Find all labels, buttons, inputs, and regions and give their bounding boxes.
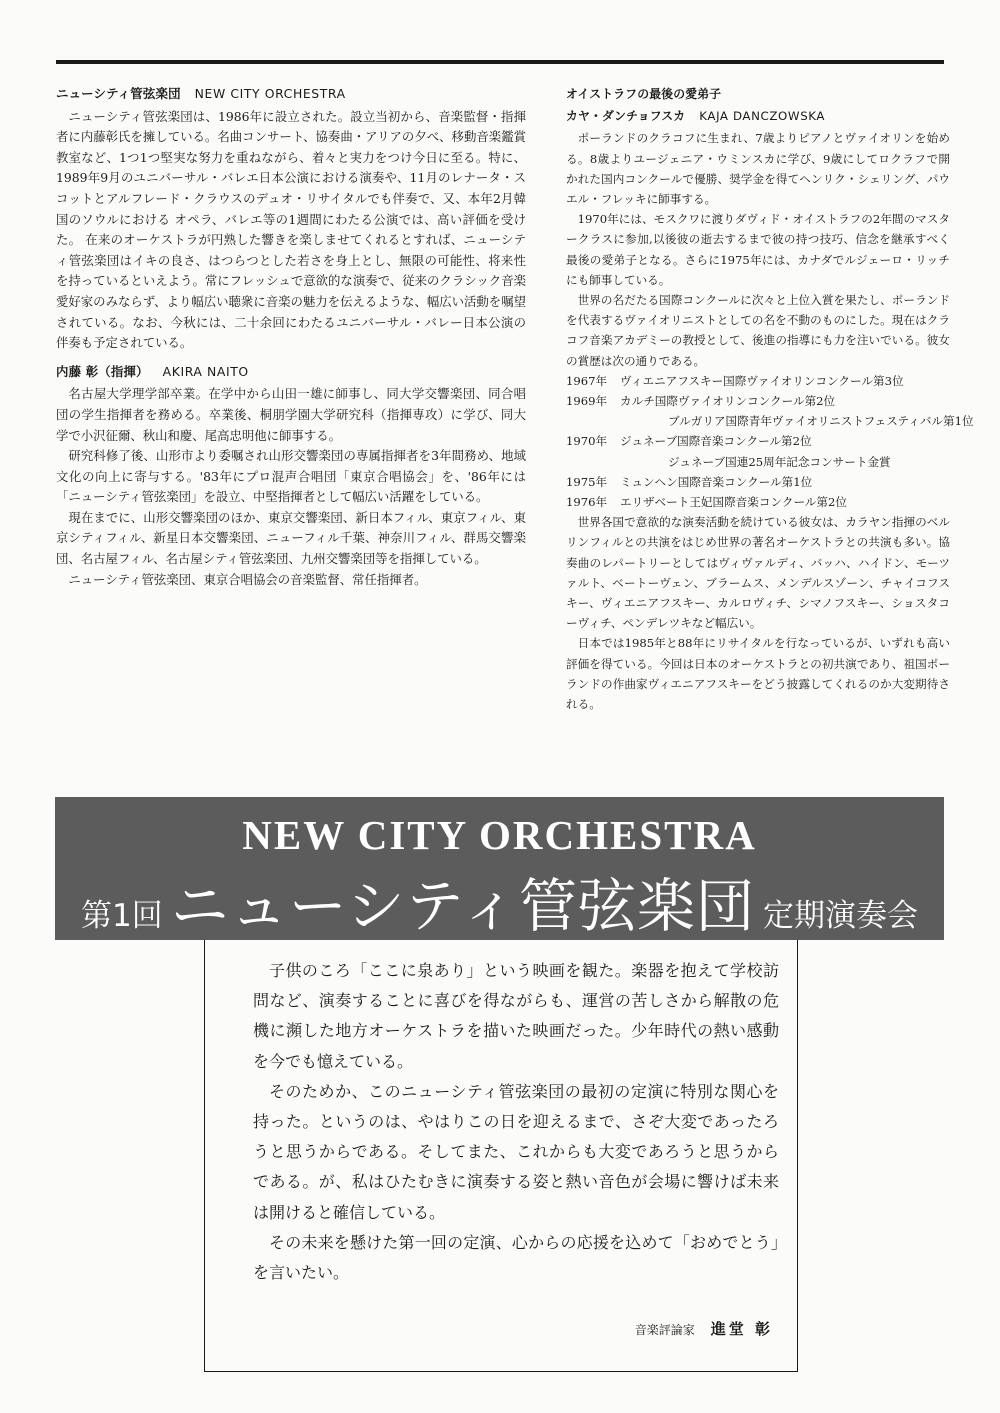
soloist-paragraph: ポーランドのクラコフに生まれ、7歳よりピアノとヴァイオリンを始める。8歳よりユージェニア・ウミンスカに学び、9歳にしてロクラフで開かれた国内コンクールで優勝、奨学金を得てヘンリク・シェリング、パウエル・フレッキに師事する。 [566, 131, 950, 207]
orchestra-heading-jp: ニューシティ管弦楽団 [56, 86, 181, 101]
award-year: 1970年 [566, 434, 608, 449]
soloist-paragraph: 日本では1985年と88年にリサイタルを行なっているが、いずれも高い評価を得ている。今回は日本のオーケストラとの初共演であり、祖国ポーランドの作曲家ヴィエニアフスキーをどう披露してくれるのか大変期待される。 [566, 636, 950, 712]
conductor-paragraph: ニューシティ管弦楽団、東京合唱協会の音楽監督、常任指揮者。 [68, 571, 427, 587]
award-item [566, 452, 950, 472]
conductor-heading [56, 362, 526, 383]
soloist-subtitle: オイストラフの最後の愛弟子 [566, 87, 722, 101]
banner-suffix: 定期演奏会 [762, 898, 918, 934]
left-column [56, 84, 526, 590]
soloist-paragraph: 世界各国で意欲的な演奏活動を続けている彼女は、カラヤン指揮のベルリンフィルとの共演をはじめ世界の著名オーケストラとの共演も多い。協奏曲のレパートリーとしてはヴィヴァルディ、バッハ、ハイドン、モーツァルト、ベートーヴェン、ブラームス、メンデルスゾーン、チャイコフスキー、ヴィエニアフスキー、カルロヴィチ、シマノフスキー、ショスタコーヴィチ、ペンデレツキなど幅広い。 [566, 515, 950, 631]
soloist-heading-jp: カヤ・ダンチョフスカ [566, 109, 686, 124]
award-year: 1969年 [566, 394, 608, 409]
author-name: 進堂 彰 [710, 1320, 773, 1338]
award-item [566, 492, 950, 512]
conductor-heading-en: AKIRA NAITO [162, 363, 249, 379]
author-role: 音楽評論家 [634, 1323, 695, 1337]
message-paragraph: その未来を懸けた第一回の定演、心からの応援を込めて「おめでとう」を言いたい。 [253, 1232, 779, 1283]
award-text: ジュネーブ国連25周年記念コンサート金賞 [668, 454, 891, 469]
awards-list [566, 371, 974, 512]
award-item [566, 411, 974, 431]
soloist-heading [566, 106, 950, 126]
conductor-paragraph: 現在までに、山形交響楽団のほか、東京交響楽団、新日本フィル、東京フィル、東京シティフィル、新星日本交響楽団、ニューフィル千葉、神奈川フィル、群馬交響楽団、名古屋フィル、名古屋シティ管弦楽団、九州交響楽団等を指揮している。 [56, 509, 526, 567]
soloist-heading-en: KAJA DANCZOWSKA [699, 109, 826, 124]
right-column [566, 84, 974, 714]
banner-title-jp [55, 859, 944, 943]
award-year [566, 411, 620, 431]
award-text: エリザベート王妃国際音楽コンクール第2位 [620, 495, 847, 510]
award-item [566, 391, 950, 411]
award-year: 1975年 [566, 474, 608, 489]
award-year [566, 452, 620, 472]
award-item [566, 371, 950, 391]
banner-title-en: NEW CITY ORCHESTRA [242, 812, 757, 858]
award-text: ヴィエニアフスキー国際ヴァイオリンコンクール第3位 [620, 373, 904, 388]
banner-orchestra-name: ニューシティ管弦楽団 [170, 872, 755, 940]
banner-prefix: 第1回 [81, 898, 163, 934]
orchestra-paragraph: ニューシティ管弦楽団は、1986年に設立された。設立当初から、音楽監督・指揮者に内藤彰氏を擁している。名曲コンサート、協奏曲・アリアの夕べ、移動音楽鑑賞教室など、1つ1つ堅実な努力を重ねながら、着々と実力をつけ今日に至る。特に、1989年9月のユニバーサル・バレエ日本公演における演奏や、11月のレナータ・スコットとアルフレード・クラウスのデュオ・リサイタルでも伴奏で、又、本年2月韓国のソウルにおける オペラ、バレエ等の1週間にわたる公演では、高い評価を受けた。 在来のオーケストラが円熟した響きを楽しませてくれるとすれば、ニューシティ管弦楽団はイキの良さ、はつらつとした若さを身上とし、無限の可能性、将来性を持っているといえよう。常にフレッシュで意欲的な演奏で、従来のクラシック音楽愛好家のみならず、より幅広い聴衆に音楽の魅力を伝えるような、幅広い活動を嘱望されている。なお、今秋には、二十余回にわたるユニバーサル・バレー日本公演の伴奏も予定されている。 [56, 108, 526, 351]
message-body [253, 956, 779, 1288]
award-text: カルチ国際ヴァイオリンコンクール第2位 [620, 394, 836, 409]
congratulatory-message-box [204, 940, 798, 1372]
soloist-paragraph: 世界の名だたる国際コンクールに次々と上位入賞を果たし、ポーランドを代表するヴァイオリニストとしての名を不動のものにした。現在はクラコフ音楽アカデミーの教授として、後進の指導にも力を注いでいる。彼女の賞歴は次の通りである。 [566, 293, 950, 368]
award-text: ブルガリア国際青年ヴァイオリニストフェスティバル第1位 [668, 414, 974, 429]
award-text: ミュンヘン国際音楽コンクール第1位 [620, 474, 813, 489]
award-text: ジュネーブ国際音楽コンクール第2位 [620, 434, 812, 449]
conductor-paragraph: 名古屋大学理学部卒業。在学中から山田一雄に師事し、同大学交響楽団、同合唱団の学生指揮者を務める。卒業後、桐朋学園大学研究科（指揮専攻）に学び、同大学で小沢征爾、秋山和慶、尾高忠明他に師事する。 [56, 386, 526, 443]
message-paragraph: 子供のころ「ここに泉あり」という映画を観た。楽器を抱えて学校訪問など、演奏することに喜びを得ながらも、運営の苦しさから解散の危機に瀕した地方オーケストラを描いた映画だった。少年時代の熱い感動を今でも憶えている。 [253, 961, 779, 1071]
message-paragraph: そのためか、このニューシティ管弦楽団の最初の定演に特別な関心を持った。というのは、やはりこの日を迎えるまで、さぞ大変であったろうと思うからである。そしてまた、これからも大変であろうと思うからである。が、私はひたむきに演奏する姿と熱い音色が会場に響けば未来は開けると確信している。 [253, 1081, 779, 1222]
message-signature [635, 1318, 773, 1339]
award-year: 1976年 [566, 495, 608, 510]
top-rule [56, 60, 944, 64]
soloist-paragraph: 1970年には、モスクワに渡りダヴィド・オイストラフの2年間のマスタークラスに参加,以後彼の逝去するまで彼の持つ技巧、信念を継承すべく最後の愛弟子となる。さらに1975年には、カナダでルジェーロ・リッチにも師事している。 [566, 212, 950, 287]
award-year: 1967年 [566, 373, 608, 388]
conductor-paragraph: 研究科修了後、山形市より委嘱され山形交響楽団の専属指揮者を3年間務め、地域文化の向上に寄与する。'83年にプロ混声合唱団「東京合唱協会」を、'86年には「ニューシティ管弦楽団」を設立、中堅指揮者として幅広い活躍をしている。 [56, 448, 526, 505]
award-item [566, 431, 950, 451]
conductor-heading-jp: 内藤 彰（指揮） [56, 363, 149, 379]
award-item [566, 472, 950, 492]
orchestra-heading [56, 84, 526, 105]
concert-title-banner [55, 797, 944, 940]
orchestra-heading-en: NEW CITY ORCHESTRA [194, 86, 346, 101]
